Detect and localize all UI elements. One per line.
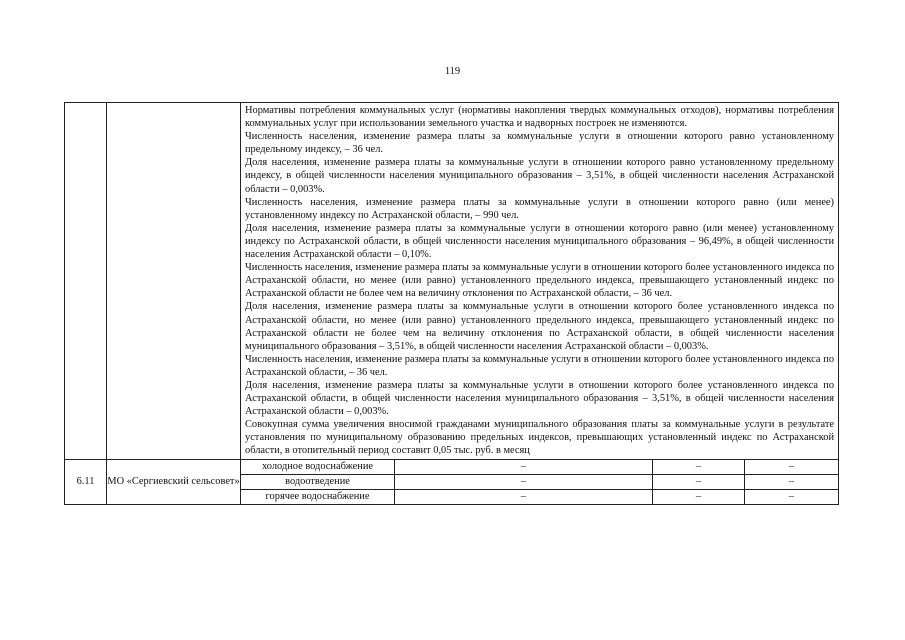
paragraph: Доля населения, изменение размера платы за коммунальные услуги в отношении которого равно (или менее) установленному индексу по Астраханской области, в общей численности населения муниципального образования – 96,49%, в общей численности населения Астраханской области – 0,10%.	[245, 222, 835, 261]
row-number: 6.11	[65, 459, 107, 504]
value-cell: –	[653, 474, 745, 489]
value-cell: –	[745, 474, 839, 489]
paragraph: Численность населения, изменение размера платы за коммунальные услуги в отношении которого равно (или менее) установленному индексу по Астраханской области, – 990 чел.	[245, 196, 835, 221]
mo-name: МО «Сергиевский сельсовет»	[107, 459, 241, 504]
value-cell: –	[745, 489, 839, 504]
empty-number-cell	[65, 103, 107, 460]
paragraph: Нормативы потребления коммунальных услуг (нормативы накопления твердых коммунальных отходов), нормативы потребления коммунальных услуг при использовании земельного участка и надворных построек не изменяются.	[245, 105, 835, 130]
document-table	[64, 102, 839, 505]
paragraph: Численность населения, изменение размера платы за коммунальные услуги в отношении которого более установленного индекса по Астраханской области, но менее (или равно) установленного предельного индекса, превышающего установленный индекс по Астраханской области не более чем на величину отклонения по Астраханской области, – 36 чел.	[245, 262, 835, 300]
paragraph: Совокупная сумма увеличения вносимой гражданами муниципального образования платы за коммунальные услуги в результате установления по муниципальному образованию предельных индексов, превышающих установленный индекс по Астраханской области, в отопительный период составит 0,05 тыс. руб. в месяц	[245, 419, 835, 457]
service-name: холодное водоснабжение	[241, 459, 395, 474]
service-name: водоотведение	[241, 474, 395, 489]
paragraph: Доля населения, изменение размера платы за коммунальные услуги в отношении которого более установленного индекса по Астраханской области, но менее (или равно) установленного предельного индекса, превышающего установленный индекс по Астраханской области не более чем на величину отклонения по Астраханской области, в общей численности населения муниципального образования – 3,51%, в общей численности населения Астраханской области – 0,003%.	[245, 301, 835, 352]
text-row	[65, 103, 839, 460]
service-row	[65, 459, 839, 474]
description-cell	[241, 103, 839, 460]
value-cell: –	[745, 459, 839, 474]
service-name: горячее водоснабжение	[241, 489, 395, 504]
paragraph: Доля населения, изменение размера платы за коммунальные услуги в отношении которого более установленного индекса по Астраханской области, в общей численности населения муниципального образования – 3,51%, в общей численности населения Астраханской области – 0,003%.	[245, 379, 835, 418]
page-number: 119	[444, 66, 461, 77]
value-cell: –	[653, 459, 745, 474]
paragraph: Численность населения, изменение размера платы за коммунальные услуги в отношении которого равно установленному предельному индексу, – 36 чел.	[245, 131, 835, 156]
value-cell: –	[653, 489, 745, 504]
value-cell: –	[395, 489, 653, 504]
value-cell: –	[395, 459, 653, 474]
value-cell: –	[395, 474, 653, 489]
empty-mo-cell	[107, 103, 241, 460]
paragraph: Доля населения, изменение размера платы за коммунальные услуги в отношении которого равно установленному предельному индексу, в общей численности населения муниципального образования – 3,51%, в общей численности населения Астраханской области – 0,003%.	[245, 157, 835, 195]
paragraph: Численность населения, изменение размера платы за коммунальные услуги в отношении которого более установленного индекса по Астраханской области, – 36 чел.	[245, 353, 835, 378]
